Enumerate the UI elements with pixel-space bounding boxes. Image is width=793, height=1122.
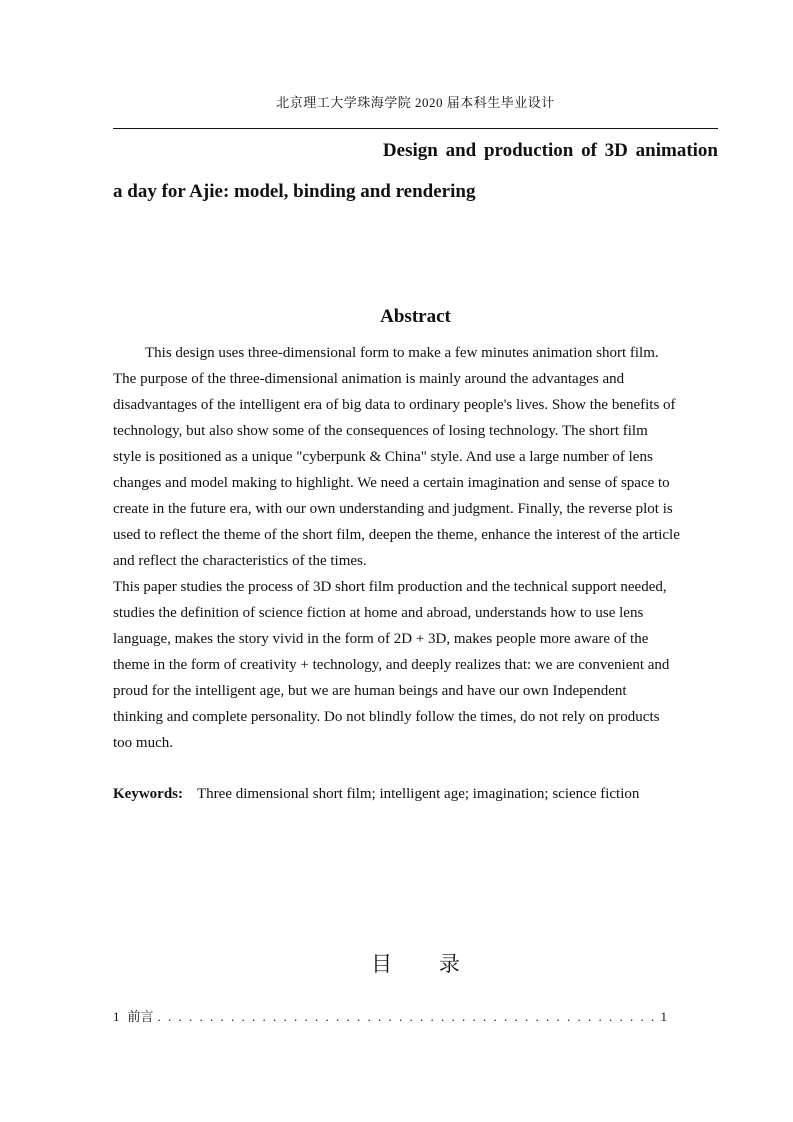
abstract-line: The purpose of the three-dimensional animation is mainly around the advantages and xyxy=(113,371,625,387)
abstract-line: create in the future era, with our own understanding and judgment. Finally, the reverse plot is xyxy=(113,501,673,517)
abstract-line: This design uses three-dimensional form to make a few minutes animation short film. xyxy=(145,345,659,361)
abstract-line: and reflect the characteristics of the times. xyxy=(113,553,367,569)
abstract-line: too much. xyxy=(113,735,173,751)
header-rule xyxy=(113,128,718,129)
abstract-line: studies the definition of science fiction at home and abroad, understands how to use lens xyxy=(113,605,644,621)
keywords-value: Three dimensional short film; intelligent age; imagination; science fiction xyxy=(197,786,640,802)
abstract-line: thinking and complete personality. Do not blindly follow the times, do not rely on products xyxy=(113,709,660,725)
abstract-line: proud for the intelligent age, but we are human beings and have our own Independent xyxy=(113,683,627,699)
abstract-line: disadvantages of the intelligent era of big data to ordinary people's lives. Show the benefits of xyxy=(113,397,676,413)
abstract-line: technology, but also show some of the consequences of losing technology. The short film xyxy=(113,423,648,439)
abstract-line: changes and model making to highlight. We need a certain imagination and sense of space to xyxy=(113,475,670,491)
toc-heading: 目 录 xyxy=(371,952,480,976)
abstract-line: used to reflect the theme of the short film, deepen the theme, enhance the interest of the article xyxy=(113,527,680,543)
toc-entry-title: 前言 xyxy=(127,1009,154,1024)
toc-entry-number: 1 xyxy=(113,1009,120,1024)
toc-leader-dots xyxy=(158,1009,657,1025)
abstract-line: This paper studies the process of 3D short film production and the technical support needed, xyxy=(113,579,667,595)
toc-entry[interactable] xyxy=(113,1006,667,1025)
keywords xyxy=(113,781,718,807)
keywords-label: Keywords: xyxy=(113,786,183,802)
abstract-line: language, makes the story vivid in the form of 2D + 3D, makes people more aware of the xyxy=(113,631,649,647)
abstract-body xyxy=(113,340,718,756)
abstract-line: style is positioned as a unique "cyberpunk & China" style. And use a large number of lens xyxy=(113,449,653,465)
title-line-2: a day for Ajie: model, binding and rendering xyxy=(113,181,476,202)
abstract-line: theme in the form of creativity + technology, and deeply realizes that: we are convenient and xyxy=(113,657,670,673)
title-line-1: Design and production of 3D animation xyxy=(382,140,718,161)
running-header: 北京理工大学珠海学院 2020 届本科生毕业设计 xyxy=(276,95,555,110)
abstract-heading: Abstract xyxy=(380,306,451,327)
toc-entry-page: 1 xyxy=(660,1009,667,1024)
